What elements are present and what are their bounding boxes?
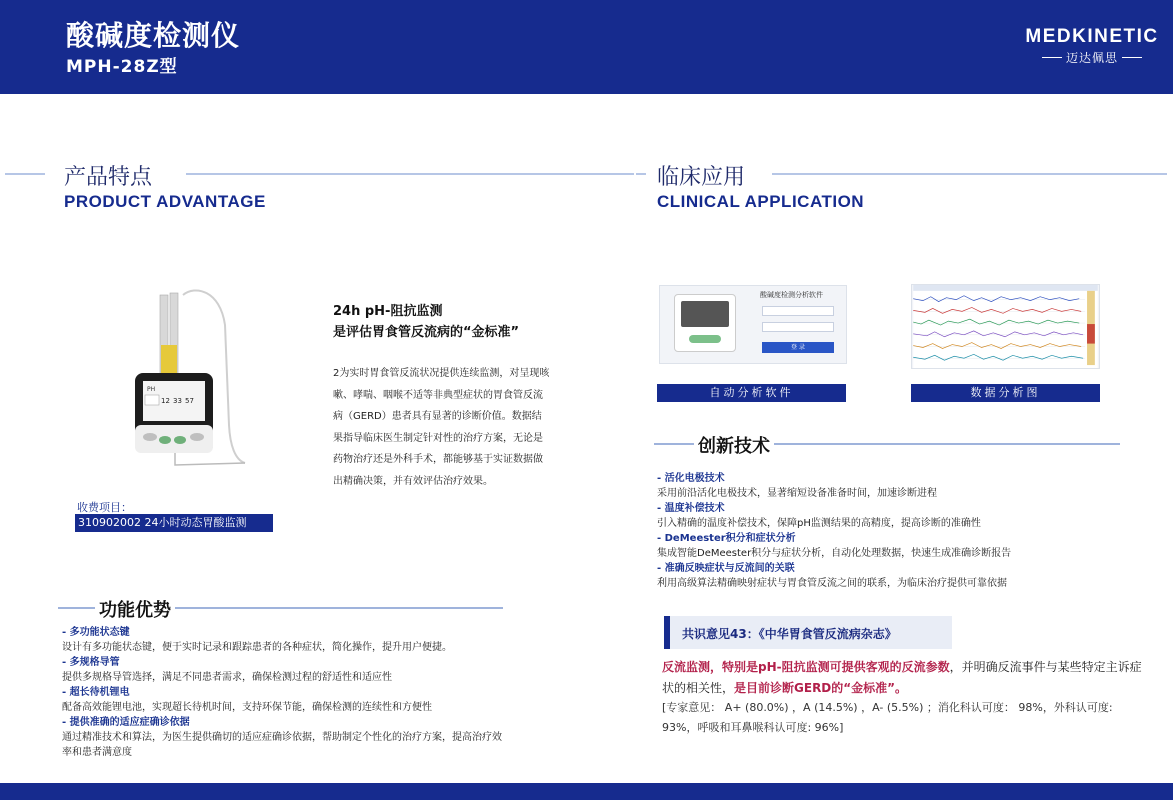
password-field (762, 322, 834, 332)
divider (1122, 57, 1142, 58)
feature-title: - 多功能状态键 (62, 627, 130, 638)
feature-title: - 提供准确的适应症确诊依据 (62, 717, 190, 728)
feature-desc: 设计有多功能状态键，便于实时记录和跟踪患者的各种症状，简化操作，提升用户便捷。 (62, 642, 452, 653)
caption-chart: 数据分析图 (911, 384, 1100, 402)
software-title: 酸碱度检测分析软件 (760, 291, 823, 299)
innovation-title: 创新技术 (694, 432, 774, 458)
caption-software: 自动分析软件 (657, 384, 846, 402)
highlight-text: 反流监测，特别是pH-阻抗监测可提供客观的反流参数 (662, 660, 950, 674)
function-advantage-title: 功能优势 (95, 596, 175, 622)
feature-desc: 利用高级算法精确映射症状与胃食管反流之间的联系，为临床治疗提供可靠依据 (657, 578, 1007, 589)
brand-logo (1022, 26, 1162, 66)
function-list (62, 625, 502, 760)
section-title-advantage-en: PRODUCT ADVANTAGE (64, 192, 266, 211)
feature-desc: 提供多规格导管选择，满足不同患者需求，确保检测过程的舒适性和适应性 (62, 672, 392, 683)
feature-desc: 引入精确的温度补偿技术，保障pH监测结果的高精度，提高诊断的准确性 (657, 518, 981, 529)
section-title-clinical-en: CLINICAL APPLICATION (657, 192, 865, 211)
feature-desc: 配备高效能锂电池，实现超长待机时间，支持环保节能，确保检测的连续性和方便性 (62, 702, 432, 713)
innovation-list (657, 471, 1147, 591)
device-screen-value: 33 (173, 397, 182, 405)
username-field (762, 306, 834, 316)
divider (636, 173, 646, 175)
device-screen-value: 12 (161, 397, 170, 405)
data-analysis-chart-image (911, 284, 1100, 369)
consensus-banner (664, 616, 952, 649)
feature-title: - 温度补偿技术 (657, 503, 725, 514)
pitch-line: 是评估胃食管反流病的“金标准” (333, 325, 520, 340)
feature-desc: 集成智能DeMeester积分与症状分析，自动化处理数据，快速生成准确诊断报告 (657, 548, 1012, 559)
ph-monitor-device-image (125, 285, 265, 475)
pitch-headline (333, 301, 519, 343)
pitch-body: 2为实时胃食管反流状况提供连续监测，对呈现咳嗽、哮喘、咽喉不适等非典型症状的胃食管反流病（GERD）患者具有显著的诊断价值。数据结果指导临床医生制定针对性的治疗方案，无论是药物治疗还是外科手术，都能够基于实证数据做出精确决策，并有效评估治疗效果。 (333, 368, 550, 487)
device-screen-label: PH (147, 386, 156, 393)
expert-opinion: [专家意见： A+ (80.0%) ，A (14.5%) ，A- (5.5%) ；消化科认可度： 98%，外科认可度: 93%，呼吸和耳鼻喉科认可度: 96%] (662, 701, 1113, 734)
header-banner (0, 0, 1173, 94)
brand-name-en: MEDKINETIC (1025, 26, 1159, 47)
section-title-advantage-cn: 产品特点 (64, 165, 153, 190)
feature-title: - 准确反映症状与反流间的关联 (657, 563, 795, 574)
pitch-line: 24h pH-阻抗监测 (333, 304, 443, 319)
brand-name-cn: 迈达佩思 (1065, 51, 1118, 65)
software-screenshot (659, 285, 847, 364)
feature-title: - 多规格导管 (62, 657, 120, 668)
consensus-statement (662, 657, 1148, 698)
fee-value: 310902002 24小时动态胃酸监测 (75, 514, 273, 532)
statement-text: ，并明确反流事件与某些特定主诉症状的相关性， (662, 660, 1142, 695)
device-thumbnail (674, 294, 736, 352)
highlight-text: 是目前诊断GERD的“金标准”。 (734, 680, 908, 695)
product-model: MPH-28Z型 (66, 57, 178, 77)
fee-label: 收费项目： (77, 501, 132, 514)
divider (1042, 57, 1062, 58)
divider (772, 173, 1167, 175)
product-title: 酸碱度检测仪 (66, 19, 241, 52)
divider (186, 173, 634, 175)
feature-desc: 通过精准技术和算法，为医生提供确切的适应症确诊依据，帮助制定个性化的治疗方案，提高治疗效率和患者满意度 (62, 732, 502, 758)
footer-bar (0, 783, 1173, 800)
device-screen-value: 57 (185, 397, 194, 405)
feature-title: - 活化电极技术 (657, 473, 725, 484)
feature-desc: 采用前沿活化电极技术，显著缩短设备准备时间，加速诊断进程 (657, 488, 937, 499)
section-title-clinical-cn: 临床应用 (657, 165, 746, 190)
feature-title: - DeMeester积分和症状分析 (657, 533, 796, 544)
feature-title: - 超长待机锂电 (62, 687, 130, 698)
consensus-title: 共识意见43：《中华胃食管反流病杂志》 (682, 627, 897, 641)
divider (5, 173, 45, 175)
login-button: 登 录 (762, 342, 834, 353)
accent-bar (664, 616, 670, 649)
